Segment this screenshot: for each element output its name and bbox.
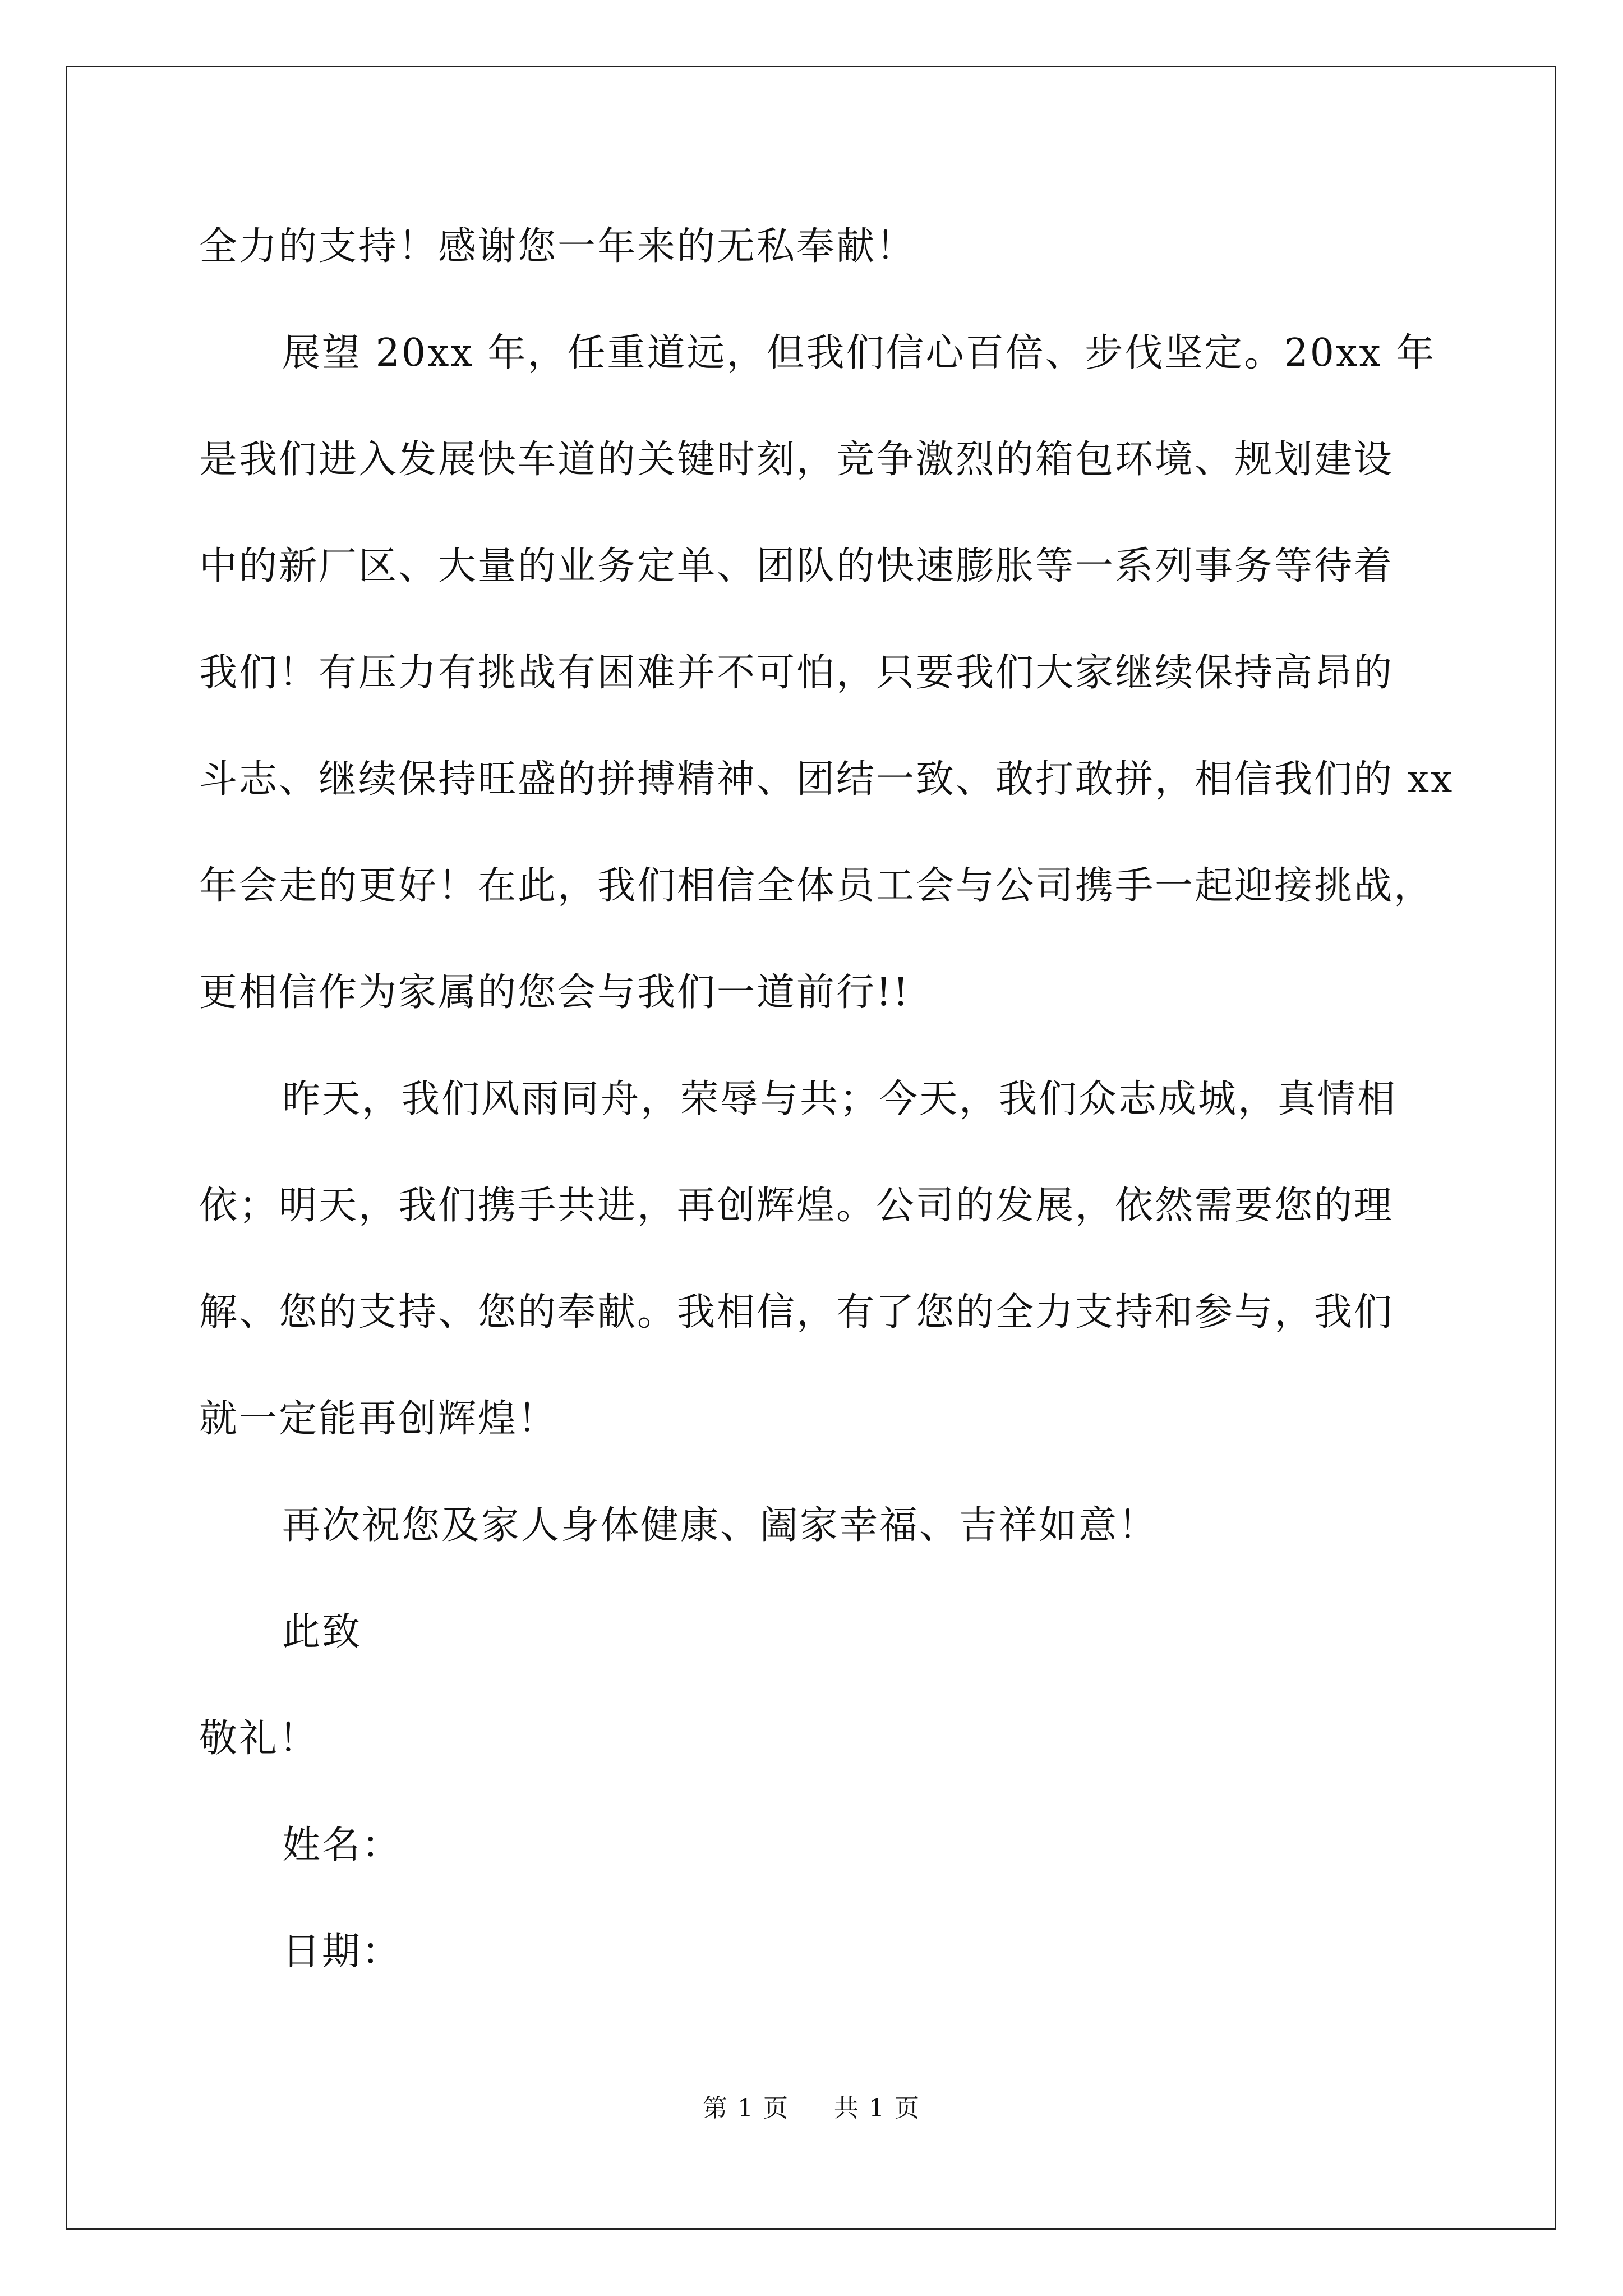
page-footer <box>0 2088 1623 2124</box>
text-line: 依；明天，我们携手共进，再创辉煌。公司的发展，依然需要您的理 <box>199 1184 1394 1228</box>
text-line: 全力的支持！感谢您一年来的无私奉献！ <box>199 224 916 269</box>
text-line: 我们！有压力有挑战有困难并不可怕，只要我们大家继续保持高昂的 <box>199 651 1394 695</box>
text-line: 展望 20xx 年，任重道远，但我们信心百倍、步伐坚定。20xx 年 <box>282 331 1436 375</box>
text-line: 再次祝您及家人身体健康、阖家幸福、吉祥如意！ <box>282 1503 1159 1548</box>
page-number: 第 1 页 <box>703 2094 789 2123</box>
text-line: 更相信作为家属的您会与我们一道前行!! <box>199 970 910 1015</box>
name-field-label: 姓名： <box>282 1823 402 1867</box>
text-line: 年会走的更好！在此，我们相信全体员工会与公司携手一起迎接挑战， <box>199 864 1434 908</box>
text-line: 解、您的支持、您的奉献。我相信，有了您的全力支持和参与，我们 <box>199 1290 1394 1335</box>
text-line: 就一定能再创辉煌！ <box>199 1397 558 1441</box>
text-line: 昨天，我们风雨同舟，荣辱与共；今天，我们众志成城，真情相 <box>282 1077 1398 1121</box>
page-border <box>66 66 1556 2230</box>
page-total: 共 1 页 <box>834 2094 920 2123</box>
closing-line: 此致 <box>282 1610 362 1654</box>
text-line: 斗志、继续保持旺盛的拼搏精神、团结一致、敢打敢拼，相信我们的 xx <box>199 757 1454 802</box>
text-line: 中的新厂区、大量的业务定单、团队的快速膨胀等一系列事务等待着 <box>199 544 1394 588</box>
date-field-label: 日期： <box>282 1930 402 1974</box>
salutation-line: 敬礼！ <box>199 1717 319 1761</box>
text-line: 是我们进入发展快车道的关键时刻，竞争激烈的箱包环境、规划建设 <box>199 438 1394 482</box>
